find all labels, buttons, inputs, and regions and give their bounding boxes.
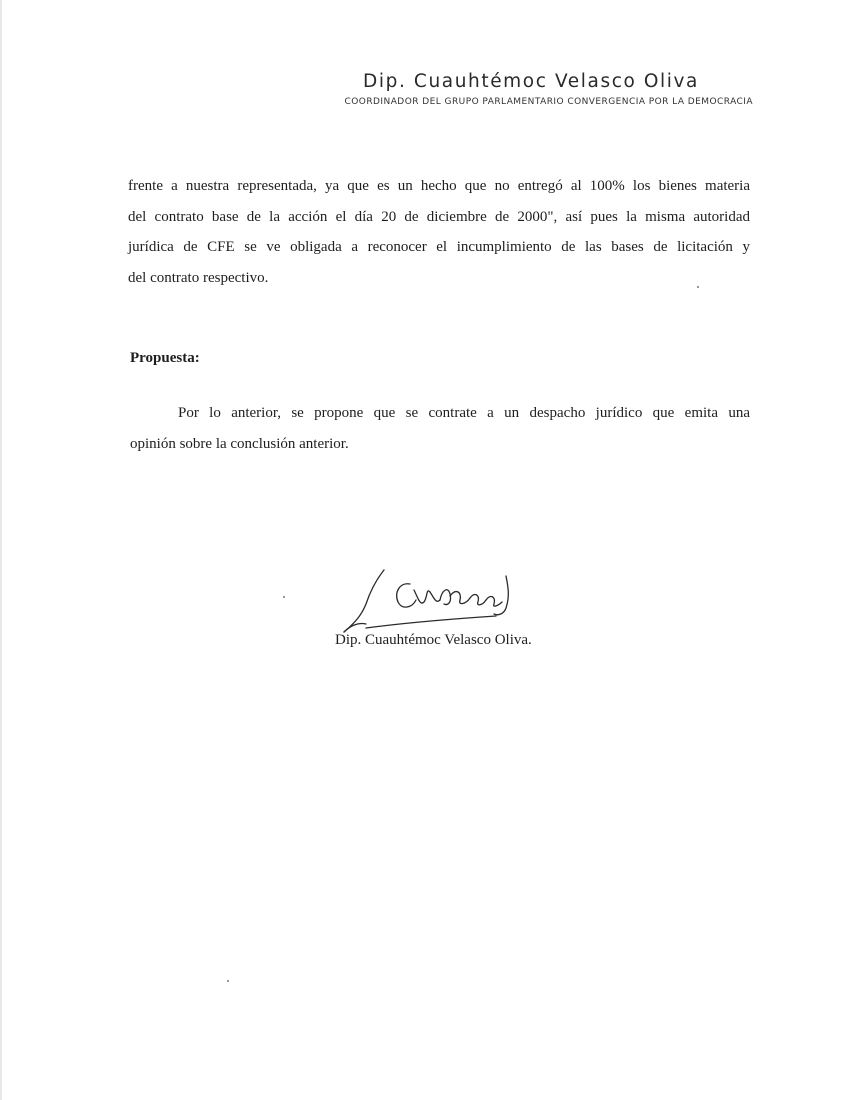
scan-edge — [0, 0, 2, 1100]
signer-name: Dip. Cuauhtémoc Velasco Oliva. — [335, 632, 532, 648]
body-paragraph-1 — [128, 171, 750, 293]
paragraph-line: frente a nuestra representada, ya que es un hecho que no entregó al 100% los bienes materia — [128, 178, 750, 194]
proposal-heading: Propuesta: — [130, 350, 200, 366]
letterhead — [345, 70, 753, 109]
paragraph-line: del contrato respectivo. — [128, 269, 269, 286]
body-paragraph-2 — [130, 398, 750, 459]
scan-speck — [283, 596, 285, 598]
scan-speck — [227, 980, 229, 982]
letterhead-name: Dip. Cuauhtémoc Velasco Oliva — [363, 71, 699, 92]
paragraph-line: opinión sobre la conclusión anterior. — [130, 435, 349, 452]
scan-speck — [697, 286, 699, 288]
paragraph-line: Por lo anterior, se propone que se contrate a un despacho jurídico que emita una — [178, 405, 750, 421]
paragraph-line: jurídica de CFE se ve obligada a reconocer el incumplimiento de las bases de licitación y — [128, 239, 750, 255]
letterhead-subtitle: COORDINADOR DEL GRUPO PARLAMENTARIO CONVERGENCIA POR LA DEMOCRACIA — [344, 97, 753, 107]
paragraph-line: del contrato base de la acción el día 20 de diciembre de 2000", así pues la misma autoridad — [128, 208, 750, 225]
handwritten-signature — [336, 562, 526, 642]
